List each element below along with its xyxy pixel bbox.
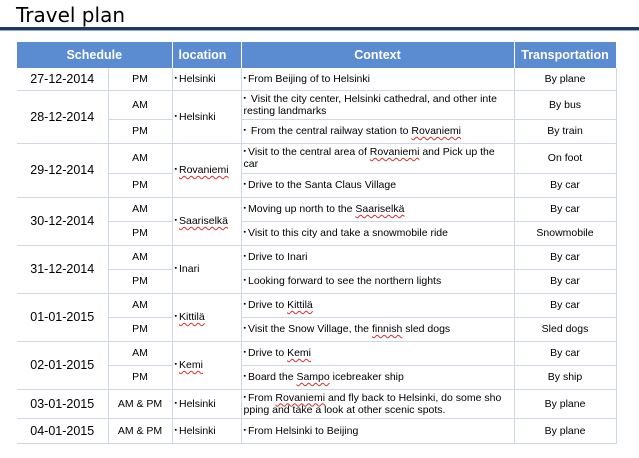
context-text: Visit the city center, Helsinki cathedral, and other inte resting landmarks [243,92,498,117]
transport-cell: By train [514,119,616,143]
transport-cell: By plane [514,68,616,90]
context-text: Drive to Kittilä [248,299,313,311]
bullet-icon: ▪ [174,112,177,120]
transport-cell: By plane [514,418,616,443]
transport-cell: By ship [514,365,616,389]
location-label: Inari [179,263,200,275]
transport-cell: By car [514,173,616,197]
day-date: 27-12-2014 [17,68,108,90]
context-text: Drive to the Santa Claus Village [248,179,397,191]
table-row [17,143,616,173]
context-cell [241,245,514,269]
table-row [17,341,616,365]
time-of-day: PM [108,173,172,197]
bullet-icon: ▪ [243,426,246,434]
table-row [17,418,616,443]
day-date: 04-01-2015 [17,418,108,443]
context-cell [241,68,514,90]
table-row [17,197,616,221]
context-cell [241,365,514,389]
time-of-day: PM [108,365,172,389]
bullet-icon: ▪ [243,349,246,356]
transport-cell: By car [514,269,616,293]
transport-cell: By bus [514,90,616,119]
context-cell [241,197,514,221]
location-label: Kemi [179,359,203,371]
bullet-icon: ▪ [243,74,246,82]
context-cell [241,341,514,365]
location-label: Helsinki [179,424,216,437]
transport-cell: Snowmobile [514,221,616,245]
context-cell [241,143,514,173]
bullet-icon: ▪ [174,399,177,407]
bullet-icon: ▪ [174,313,177,320]
time-of-day: AM [108,293,172,317]
transport-cell: By car [514,341,616,365]
context-cell [241,90,514,119]
day-date: 03-01-2015 [17,389,108,418]
time-of-day: AM [108,245,172,269]
transport-cell: On foot [514,143,616,173]
table-body [17,68,616,443]
context-text: Moving up north to the Saariselkä [248,203,405,215]
day-date: 30-12-2014 [17,197,108,245]
title-divider-accent [0,30,639,31]
day-location [172,143,241,197]
transport-cell: By car [514,245,616,269]
header-schedule: Schedule [17,42,172,68]
header-row [17,42,616,68]
bullet-icon: ▪ [174,217,177,224]
time-of-day: AM [108,341,172,365]
time-of-day: AM & PM [108,418,172,443]
bullet-icon: ▪ [243,181,246,188]
table-row [17,245,616,269]
context-cell [241,119,514,143]
day-date: 31-12-2014 [17,245,108,293]
context-text: Visit the Snow Village, the finnish sled dogs [248,323,451,335]
bullet-icon: ▪ [243,127,246,134]
context-cell [241,293,514,317]
context-text: From Beijing of to Helsinki [248,72,370,85]
bullet-icon: ▪ [243,277,246,284]
location-label: Helsinki [179,72,216,85]
header-location: location [172,42,241,68]
bullet-icon: ▪ [174,265,177,272]
context-text: Board the Sampo icebreaker ship [248,371,404,383]
context-cell [241,173,514,197]
table-row [17,90,616,119]
context-cell [241,269,514,293]
context-text: Visit to the central area of Rovaniemi and Pick up the car [243,146,495,170]
context-text: Drive to Kemi [248,347,312,359]
day-location [172,197,241,245]
header-context: Context [241,42,514,68]
day-location [172,293,241,341]
day-location [172,68,241,90]
location-label: Helsinki [179,397,216,410]
location-label: Saariselkä [179,215,229,227]
bullet-icon: ▪ [243,94,246,102]
bullet-icon: ▪ [243,325,246,332]
bullet-icon: ▪ [243,301,246,308]
context-text: From Rovaniemi and fly back to Helsinki, do some sho pping and take a look at other scenic spots. [243,391,502,416]
context-text: From Helsinki to Beijing [248,424,359,437]
header-transportation: Transportation [514,42,616,68]
time-of-day: PM [108,221,172,245]
table-row [17,293,616,317]
time-of-day: AM [108,143,172,173]
context-text: Drive to Inari [248,251,308,263]
day-date: 29-12-2014 [17,143,108,197]
table-row [17,68,616,90]
page-title: Travel plan [16,3,125,27]
time-of-day: PM [108,68,172,90]
transport-cell: By plane [514,389,616,418]
time-of-day: PM [108,317,172,341]
bullet-icon: ▪ [243,229,246,236]
transport-cell: By car [514,293,616,317]
day-date: 28-12-2014 [17,90,108,143]
day-location [172,341,241,389]
context-text: Looking forward to see the northern lights [248,275,442,287]
day-location [172,245,241,293]
day-date: 02-01-2015 [17,341,108,389]
time-of-day: AM [108,90,172,119]
bullet-icon: ▪ [243,205,246,212]
context-text: Visit to this city and take a snowmobile ride [248,227,448,239]
time-of-day: PM [108,119,172,143]
time-of-day: AM & PM [108,389,172,418]
location-label: Helsinki [179,110,216,123]
day-date: 01-01-2015 [17,293,108,341]
location-label: Rovaniemi [179,164,229,176]
bullet-icon: ▪ [174,361,177,368]
location-label: Kittilä [179,311,205,323]
context-cell [241,317,514,341]
bullet-icon: ▪ [174,166,177,173]
bullet-icon: ▪ [243,373,246,380]
context-cell [241,418,514,443]
bullet-icon: ▪ [174,74,177,82]
bullet-icon: ▪ [243,253,246,260]
bullet-icon: ▪ [174,426,177,434]
bullet-icon: ▪ [243,393,246,401]
day-location [172,389,241,418]
travel-plan-table [17,42,617,444]
time-of-day: AM [108,197,172,221]
time-of-day: PM [108,269,172,293]
day-location [172,90,241,143]
transport-cell: Sled dogs [514,317,616,341]
day-location [172,418,241,443]
table-row [17,389,616,418]
transport-cell: By car [514,197,616,221]
context-cell [241,221,514,245]
context-text: From the central railway station to Rovaniemi [248,125,462,137]
bullet-icon: ▪ [243,148,246,155]
context-cell [241,389,514,418]
